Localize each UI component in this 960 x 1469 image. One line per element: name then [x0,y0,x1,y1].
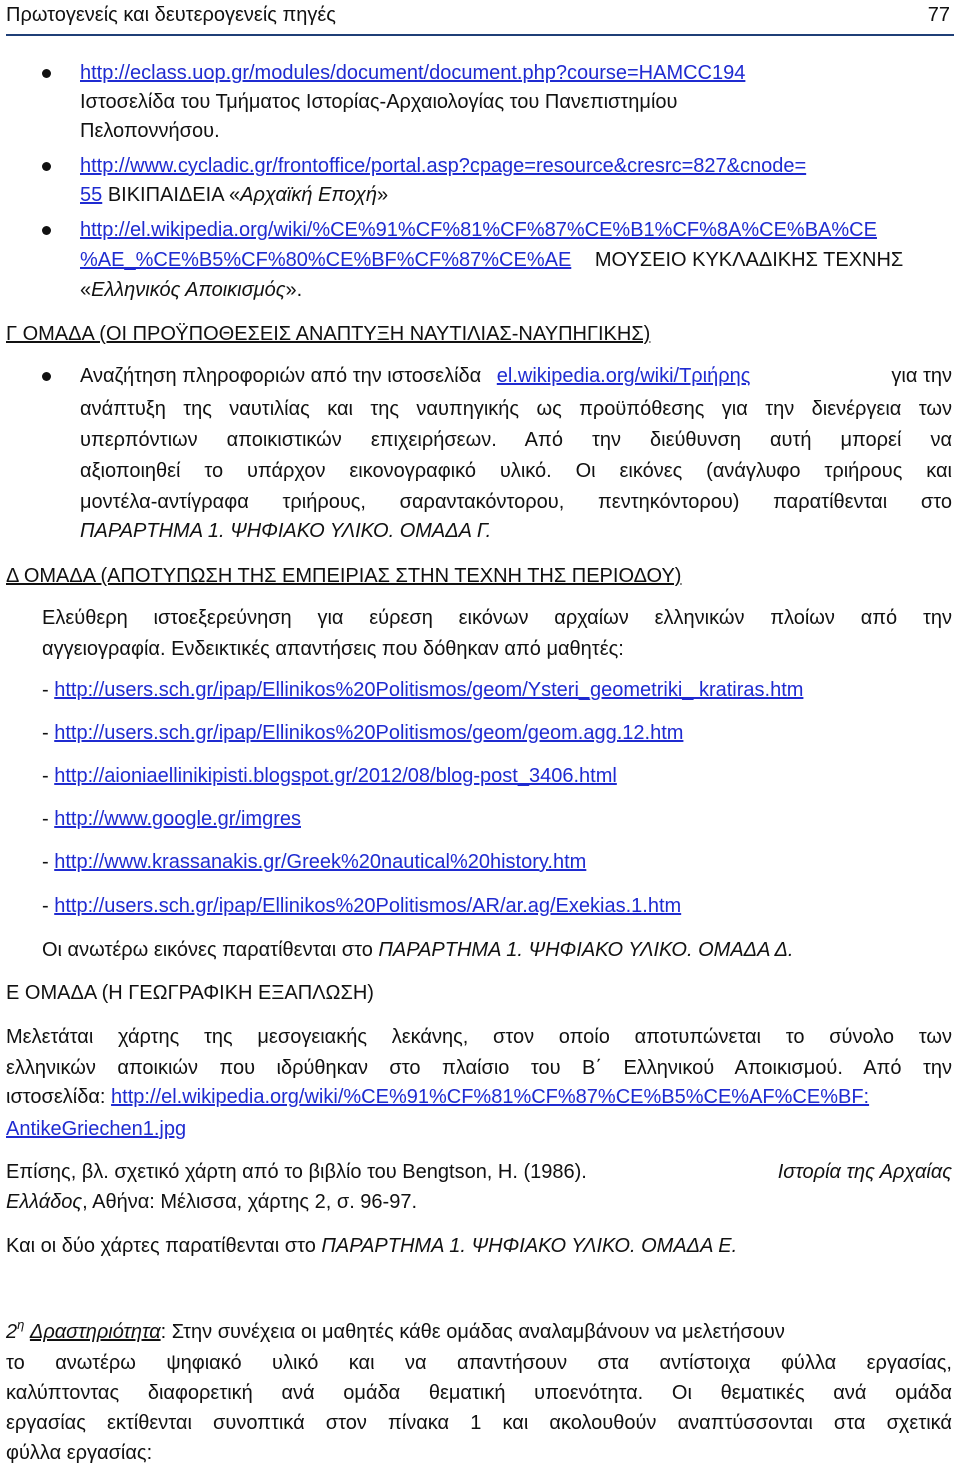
activity2-sup: η [17,1317,25,1332]
group-d-outro [42,938,793,962]
link-row-5: - http://www.krassanakis.gr/Greek%20nautical%20history.htm [42,851,587,873]
group-c-line-1 [80,364,952,388]
eclass-desc: Ιστοσελίδα του Τμήματος Ιστορίας-Αρχαιολογίας του Πανεπιστημίου [80,91,678,113]
group-c-line-5: μοντέλα-αντίγραφα τριήρους, σαραντακόντορου, πεντηκόντορου) παρατίθενται στο [80,491,952,513]
group-e-outro-a: Και οι δύο χάρτες παρατίθενται στο [6,1235,322,1257]
link-wikipedia-archaic[interactable] [80,218,877,242]
activity2-line-5: φύλλα εργασίας: [6,1442,153,1464]
activity2-line-3: καλύπτοντας διαφορετική ανά ομάδα θεματική υποενότητα. Οι θεματικές ανά ομάδα [6,1382,952,1404]
colonies-map-url[interactable]: http://el.wikipedia.org/wiki/%CE%91%CF%81%CF%87%CE%B5%CE%AF%CE%BF: [111,1086,870,1108]
link-row-4: - http://www.google.gr/imgres [42,808,301,830]
wikipedia-line-3 [80,278,302,302]
colonization-label: Ελληνικός Αποικισμός [91,279,286,301]
bengtson-book-title-cont: Ελλάδος [6,1191,83,1213]
bengtson-book-title: Ιστορία της Αρχαίας [777,1161,952,1183]
group-e-line-2: ελληνικών αποικιών που ιδρύθηκαν στο πλαίσιο του Β΄ Ελληνικού Αποικισμού. Από την [6,1057,952,1079]
group-c-l1-text: Αναζήτηση πληροφοριών από την ιστοσελίδα [80,365,482,387]
group-d-heading: Δ ΟΜΑΔΑ (ΑΠΟΤΥΠΩΣΗ ΤΗΣ ΕΜΠΕΙΡΙΑΣ ΣΤΗΝ ΤΕΧΝΗ ΤΗΣ ΠΕΡΙΟΔΟΥ) [6,565,682,587]
cycladic-url-cont[interactable]: 55 [80,184,103,206]
vase-link-3[interactable]: http://aioniaellinikipisti.blogspot.gr/2012/08/blog-post_3406.html [54,765,617,787]
bullet-icon [42,69,51,78]
vase-link-4[interactable]: http://www.google.gr/imgres [54,808,301,830]
activity2-title: Δραστηριότητα [29,1321,161,1343]
link-row-6: - http://users.sch.gr/ipap/Ellinikos%20Politismos/AR/ar.ag/Exekias.1.htm [42,895,682,917]
group-d-outro-b: ΠΑΡΑΡΤΗΜΑ 1. ΨΗΦΙΑΚΟ ΥΛΙΚΟ. ΟΜΑΔΑ Δ. [378,939,794,961]
group-d-outro-a: Οι ανωτέρω εικόνες παρατίθενται στο [42,939,379,961]
group-c-line-3: υπερπόντιων αποικιστικών επιχειρήσεων. Από την διεύθυνση αυτή μπορεί να [80,429,952,451]
group-e-line-3 [6,1085,869,1109]
activity2-l1-tail: : Στην συνέχεια οι μαθητές κάθε ομάδας αναλαμβάνουν να μελετήσουν [160,1321,785,1343]
wikipedia-archaic-url-cont[interactable]: %AE_%CE%B5%CF%80%CE%BF%CF%87%CE%AE [80,249,572,271]
link-row-1: - http://users.sch.gr/ipap/Ellinikos%20Politismos/geom/Ysteri_geometriki_ kratiras.htm [42,679,804,701]
wikipedia-line-2 [80,248,903,272]
link-eclass[interactable] [80,61,745,85]
group-e-outro [6,1234,737,1258]
group-c-line-2: ανάπτυξη της ναυτιλίας και της ναυπηγικής ως προϋπόθεσης για την διενέργεια των [80,398,952,420]
vase-link-2[interactable]: http://users.sch.gr/ipap/Ellinikos%20Politismos/geom/geom.agg.12.htm [54,722,684,744]
colonization-q2: ». [285,279,303,301]
link-row-3: - http://aioniaellinikipisti.blogspot.gr/2012/08/blog-post_3406.html [42,765,617,787]
vase-link-5[interactable]: http://www.krassanakis.gr/Greek%20nautical%20history.htm [54,851,587,873]
colonization-q1: « [80,279,92,301]
group-d-intro-2: αγγειογραφία. Ενδεικτικές απαντήσεις που δόθηκαν από μαθητές: [42,638,624,660]
group-c-line-6: ΠΑΡΑΡΤΗΜΑ 1. ΨΗΦΙΑΚΟ ΥΛΙΚΟ. ΟΜΑΔΑ Γ. [80,520,492,542]
group-e-heading: Ε ΟΜΑΔΑ (Η ΓΕΩΓΡΑΦΙΚΗ ΕΞΑΠΛΩΣΗ) [6,982,374,1004]
page-number: 77 [927,4,950,26]
vase-link-1[interactable]: http://users.sch.gr/ipap/Ellinikos%20Politismos/geom/Ysteri_geometriki_ kratiras.htm [54,679,804,701]
cycladic-label-c: » [377,184,389,206]
activity2-num: 2 [6,1321,18,1343]
activity2-line-4: εργασίας εκτίθενται συνοπτικά στον πίνακα 1 και ακολουθούν αναπτύσσονται στα σχετικά [6,1412,952,1434]
group-e-bengtson-2 [6,1190,417,1214]
group-e-bengtson-1 [6,1160,952,1184]
eclass-url[interactable]: http://eclass.uop.gr/modules/document/document.php?course=HAMCC194 [80,62,746,84]
page-header [6,0,954,36]
group-e-l3-text: ιστοσελίδα: [6,1086,106,1108]
eclass-desc-2: Πελοποννήσου. [80,120,220,142]
trireme-url[interactable]: el.wikipedia.org/wiki/Τριήρης [496,365,751,387]
colonies-map-url-cont[interactable]: AntikeGriechen1.jpg [6,1118,187,1140]
wikipedia-archaic-url[interactable]: http://el.wikipedia.org/wiki/%CE%91%CF%81%CF%87%CE%B1%CF%8A%CE%BA%CE [80,219,877,241]
bengtson-publisher: , Αθήνα: Μέλισσα, χάρτης 2, σ. 96-97. [82,1191,418,1213]
group-e-line-4 [6,1117,186,1141]
activity2-line-1 [6,1317,952,1346]
group-c-heading: Γ ΟΜΑΔΑ (ΟΙ ΠΡΟΫΠΟΘΕΣΕΙΣ ΑΝΑΠΤΥΞΗ ΝΑΥΤΙΛΙΑΣ-ΝΑΥΠΗΓΙΚΗΣ) [6,323,651,345]
museum-label: ΜΟΥΣΕΙΟ ΚΥΚΛΑΔΙΚΗΣ ΤΕΧΝΗΣ [594,249,904,271]
group-e-line-1: Μελετάται χάρτης της μεσογειακής λεκάνης, στον οποίο αποτυπώνεται το σύνολο των [6,1026,952,1048]
group-c-l1-tail: για την [891,365,952,387]
activity2-line-2: το ανωτέρω ψηφιακό υλικό και να απαντήσουν στα αντίστοιχα φύλλα εργασίας, [6,1352,952,1374]
header-title: Πρωτογενείς και δευτερογενείς πηγές [6,4,336,26]
bengtson-text: Επίσης, βλ. σχετικό χάρτη από το βιβλίο του Bengtson, H. (1986). [6,1161,587,1183]
cycladic-url[interactable]: http://www.cycladic.gr/frontoffice/portal.asp?cpage=resource&cresrc=827&cnode= [80,155,807,177]
group-c-line-4: αξιοποιηθεί το υπάρχον εικονογραφικό υλικό. Οι εικόνες (ανάγλυφο τριήρους και [80,460,952,482]
bullet-icon [42,162,51,171]
link-cycladic[interactable] [80,154,806,178]
vase-link-6[interactable]: http://users.sch.gr/ipap/Ellinikos%20Politismos/AR/ar.ag/Exekias.1.htm [54,895,682,917]
cycladic-line-2 [80,183,388,207]
group-d-intro-1: Ελεύθερη ιστοεξερεύνηση για εύρεση εικόνων αρχαίων ελληνικών πλοίων από την [42,607,952,629]
cycladic-label-a: ΒΙΚΙΠΑΙΔΕΙΑ « [107,184,241,206]
cycladic-label-b: Αρχαϊκή Εποχή [240,184,378,206]
group-e-outro-b: ΠΑΡΑΡΤΗΜΑ 1. ΨΗΦΙΑΚΟ ΥΛΙΚΟ. ΟΜΑΔΑ Ε. [321,1235,738,1257]
bullet-icon [42,226,51,235]
bullet-icon [42,372,51,381]
link-row-2: - http://users.sch.gr/ipap/Ellinikos%20Politismos/geom/geom.agg.12.htm [42,722,684,744]
